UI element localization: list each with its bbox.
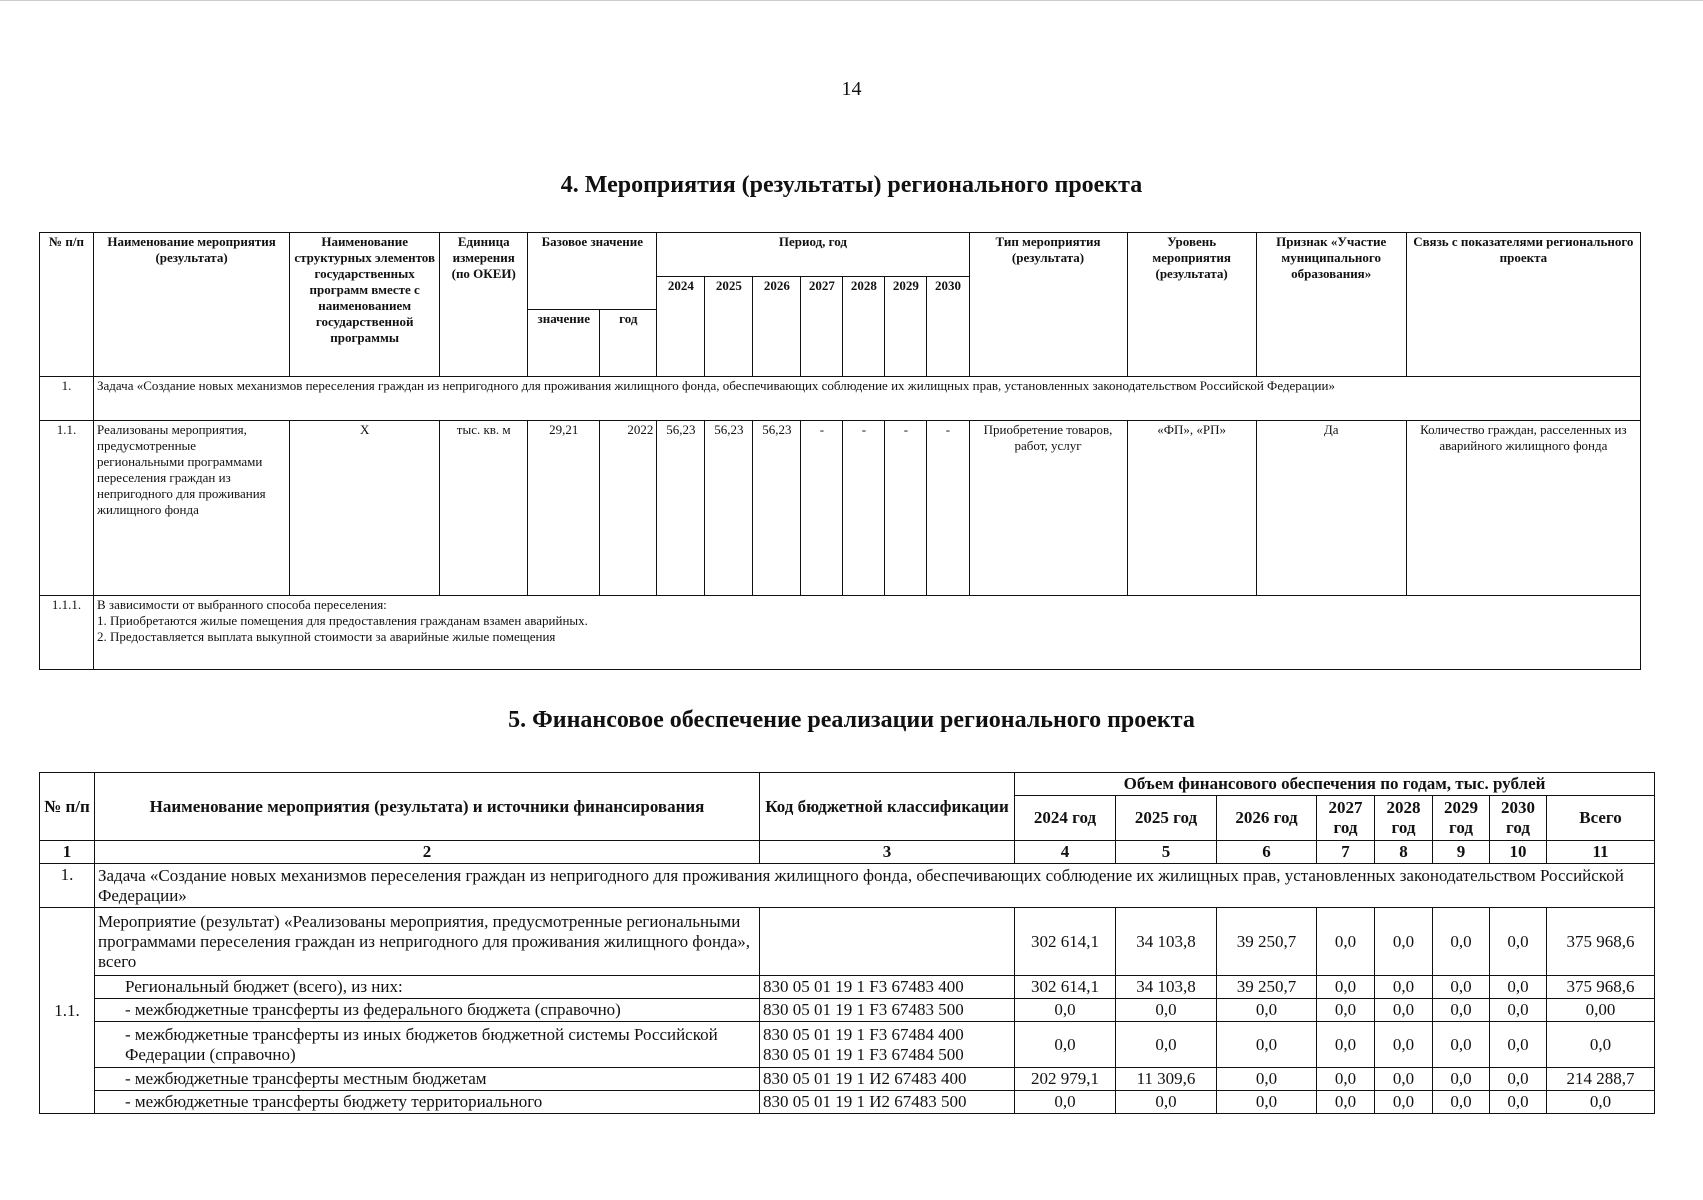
- fin-value: 0,0: [1217, 999, 1317, 1022]
- fin-value: 0,0: [1433, 976, 1490, 999]
- row-year-value: -: [801, 421, 843, 596]
- header-period: Период, год: [657, 233, 969, 277]
- activities-table: [39, 232, 1641, 670]
- col-number: 1: [40, 841, 95, 864]
- header-base-year: год: [600, 310, 657, 377]
- fin-code-line: 830 05 01 19 1 F3 67484 500: [763, 1044, 964, 1064]
- header-year: 2024: [657, 277, 705, 377]
- fin-header-year: 2026 год: [1217, 796, 1317, 841]
- fin-value: 0,0: [1317, 976, 1375, 999]
- row-sign: Да: [1256, 421, 1406, 596]
- col-number: 5: [1116, 841, 1217, 864]
- fin-header-code: Код бюджетной классификации: [760, 773, 1015, 841]
- fin-value: 0,0: [1433, 999, 1490, 1022]
- note-line: В зависимости от выбранного способа переселения:: [97, 597, 387, 612]
- fin-value: 0,0: [1375, 1022, 1433, 1068]
- fin-value: 0,0: [1317, 1068, 1375, 1091]
- fin-row-code: [760, 908, 1015, 976]
- section-4-title: 4. Мероприятия (результаты) регионального проекта: [560, 172, 1143, 198]
- row-year-value: -: [927, 421, 969, 596]
- fin-row: [40, 999, 1655, 1022]
- fin-task-row: [40, 864, 1655, 908]
- header-level: Уровень мероприятия (результата): [1127, 233, 1256, 377]
- fin-header-total: Всего: [1547, 796, 1655, 841]
- fin-value: 0,0: [1490, 976, 1547, 999]
- header-year: 2026: [753, 277, 801, 377]
- col-number: 9: [1433, 841, 1490, 864]
- fin-value: 0,0: [1217, 1022, 1317, 1068]
- header-year: 2029: [885, 277, 927, 377]
- fin-task-num: 1.: [40, 864, 95, 908]
- fin-value: 11 309,6: [1116, 1068, 1217, 1091]
- row-link: Количество граждан, расселенных из аварийного жилищного фонда: [1406, 421, 1640, 596]
- fin-colnum-row: [40, 841, 1655, 864]
- fin-header-num: № п/п: [40, 773, 95, 841]
- fin-value: 302 614,1: [1015, 908, 1116, 976]
- col-number: 6: [1217, 841, 1317, 864]
- fin-total: 0,0: [1547, 1022, 1655, 1068]
- fin-value: 0,0: [1116, 1091, 1217, 1114]
- fin-value: 0,0: [1375, 999, 1433, 1022]
- col-number: 11: [1547, 841, 1655, 864]
- fin-value: 0,0: [1317, 1091, 1375, 1114]
- fin-row: [40, 1091, 1655, 1114]
- note-text: [94, 596, 1641, 670]
- fin-total: 0,00: [1547, 999, 1655, 1022]
- task-row: [40, 377, 1641, 421]
- fin-value: 39 250,7: [1217, 976, 1317, 999]
- fin-row: [40, 976, 1655, 999]
- fin-row-code: 830 05 01 19 1 И2 67483 500: [760, 1091, 1015, 1114]
- fin-value: 0,0: [1217, 1091, 1317, 1114]
- page-number: 14: [841, 78, 862, 100]
- fin-value: 39 250,7: [1217, 908, 1317, 976]
- header-year: 2025: [705, 277, 753, 377]
- note-line: 2. Предоставляется выплата выкупной стоимости за аварийные жилые помещения: [97, 629, 556, 644]
- fin-value: 0,0: [1433, 908, 1490, 976]
- fin-value: 0,0: [1217, 1068, 1317, 1091]
- header-num: № п/п: [40, 233, 94, 377]
- row-base-year: 2022: [600, 421, 657, 596]
- fin-value: 0,0: [1015, 1022, 1116, 1068]
- row-base-value: 29,21: [528, 421, 600, 596]
- row-unit: тыс. кв. м: [440, 421, 528, 596]
- fin-code-line: 830 05 01 19 1 F3 67484 400: [763, 1024, 964, 1044]
- row-year-value: -: [843, 421, 885, 596]
- fin-value: 0,0: [1490, 1068, 1547, 1091]
- fin-row-name: Мероприятие (результат) «Реализованы мероприятия, предусмотренные региональными программами переселения граждан из непригодного для проживания жилищного фонда», всего: [95, 908, 760, 976]
- col-number: 4: [1015, 841, 1116, 864]
- fin-row-name: Региональный бюджет (всего), из них:: [95, 976, 760, 999]
- fin-header-name: Наименование мероприятия (результата) и источники финансирования: [95, 773, 760, 841]
- fin-value: 0,0: [1317, 908, 1375, 976]
- fin-value: 0,0: [1317, 1022, 1375, 1068]
- fin-value: 34 103,8: [1116, 908, 1217, 976]
- fin-row-code: 830 05 01 19 1 F3 67483 400: [760, 976, 1015, 999]
- header-unit: Единица измерения (по ОКЕИ): [440, 233, 528, 377]
- fin-row-name: - межбюджетные трансферты местным бюджетам: [95, 1068, 760, 1091]
- top-rule: [0, 0, 1703, 1]
- task-text: Задача «Создание новых механизмов переселения граждан из непригодного для проживания жилищного фонда, обеспечивающих соблюдение их жилищных прав, установленных законодательством Российской Федерации»: [94, 377, 1641, 421]
- col-number: 8: [1375, 841, 1433, 864]
- header-struct: Наименование структурных элементов государственных программ вместе с наименованием государственной программы: [290, 233, 440, 377]
- fin-total: 0,0: [1547, 1091, 1655, 1114]
- header-year: 2028: [843, 277, 885, 377]
- row-level: «ФП», «РП»: [1127, 421, 1256, 596]
- row-name: Реализованы мероприятия, предусмотренные региональными программами переселения граждан из непригодного для проживания жилищного фонда: [94, 421, 290, 596]
- col-number: 10: [1490, 841, 1547, 864]
- fin-row-code: 830 05 01 19 1 И2 67483 400: [760, 1068, 1015, 1091]
- fin-total: 214 288,7: [1547, 1068, 1655, 1091]
- header-sign: Признак «Участие муниципального образования»: [1256, 233, 1406, 377]
- fin-value: 0,0: [1375, 1091, 1433, 1114]
- section-5-title: 5. Финансовое обеспечение реализации регионального проекта: [508, 707, 1195, 733]
- fin-value: 0,0: [1490, 1022, 1547, 1068]
- header-year: 2030: [927, 277, 969, 377]
- header-row-1: [40, 233, 1641, 277]
- col-number: 7: [1317, 841, 1375, 864]
- fin-row-name: - межбюджетные трансферты из федерального бюджета (справочно): [95, 999, 760, 1022]
- fin-header-row-1: [40, 773, 1655, 796]
- fin-value: 202 979,1: [1015, 1068, 1116, 1091]
- row-struct: X: [290, 421, 440, 596]
- activity-row: [40, 421, 1641, 596]
- fin-total: 375 968,6: [1547, 908, 1655, 976]
- row-type: Приобретение товаров, работ, услуг: [969, 421, 1127, 596]
- row-year-value: 56,23: [657, 421, 705, 596]
- row-year-value: 56,23: [753, 421, 801, 596]
- fin-value: 0,0: [1490, 908, 1547, 976]
- note-num: 1.1.1.: [40, 596, 94, 670]
- fin-value: 0,0: [1490, 999, 1547, 1022]
- fin-row-code: 830 05 01 19 1 F3 67483 500: [760, 999, 1015, 1022]
- col-number: 2: [95, 841, 760, 864]
- fin-header-year: 2028 год: [1375, 796, 1433, 841]
- fin-value: 0,0: [1375, 1068, 1433, 1091]
- fin-value: 0,0: [1375, 908, 1433, 976]
- fin-value: 0,0: [1317, 999, 1375, 1022]
- fin-value: 302 614,1: [1015, 976, 1116, 999]
- row-num: 1.1.: [40, 421, 94, 596]
- row-year-value: 56,23: [705, 421, 753, 596]
- fin-value: 0,0: [1015, 999, 1116, 1022]
- note-line: 1. Приобретаются жилые помещения для предоставления гражданам взамен аварийных.: [97, 613, 588, 628]
- fin-row-code: [760, 1022, 1015, 1068]
- header-type: Тип мероприятия (результата): [969, 233, 1127, 377]
- fin-value: 34 103,8: [1116, 976, 1217, 999]
- fin-header-year: 2027 год: [1317, 796, 1375, 841]
- fin-value: 0,0: [1490, 1091, 1547, 1114]
- financing-table: [39, 772, 1655, 1114]
- note-row: [40, 596, 1641, 670]
- fin-row: [40, 908, 1655, 976]
- fin-value: 0,0: [1433, 1022, 1490, 1068]
- header-name: Наименование мероприятия (результата): [94, 233, 290, 377]
- header-base: Базовое значение: [528, 233, 657, 310]
- fin-value: 0,0: [1116, 999, 1217, 1022]
- fin-header-year: 2025 год: [1116, 796, 1217, 841]
- col-number: 3: [760, 841, 1015, 864]
- fin-header-year: 2024 год: [1015, 796, 1116, 841]
- header-base-value: значение: [528, 310, 600, 377]
- row-year-value: -: [885, 421, 927, 596]
- header-link: Связь с показателями регионального проекта: [1406, 233, 1640, 377]
- fin-row-name: - межбюджетные трансферты из иных бюджетов бюджетной системы Российской Федерации (справочно): [95, 1022, 760, 1068]
- fin-total: 375 968,6: [1547, 976, 1655, 999]
- fin-header-volume: Объем финансового обеспечения по годам, тыс. рублей: [1015, 773, 1655, 796]
- fin-value: 0,0: [1433, 1091, 1490, 1114]
- fin-value: 0,0: [1375, 976, 1433, 999]
- fin-value: 0,0: [1015, 1091, 1116, 1114]
- fin-header-year: 2029 год: [1433, 796, 1490, 841]
- fin-row: [40, 1022, 1655, 1068]
- fin-row-name: - межбюджетные трансферты бюджету территориального: [95, 1091, 760, 1114]
- fin-value: 0,0: [1433, 1068, 1490, 1091]
- fin-task-text: Задача «Создание новых механизмов переселения граждан из непригодного для проживания жилищного фонда, обеспечивающих соблюдение их жилищных прав, установленных законодательством Российской Федерации»: [95, 864, 1655, 908]
- header-year: 2027: [801, 277, 843, 377]
- task-num: 1.: [40, 377, 94, 421]
- fin-value: 0,0: [1116, 1022, 1217, 1068]
- fin-row: [40, 1068, 1655, 1091]
- fin-header-year: 2030 год: [1490, 796, 1547, 841]
- fin-group-num: 1.1.: [40, 908, 95, 1114]
